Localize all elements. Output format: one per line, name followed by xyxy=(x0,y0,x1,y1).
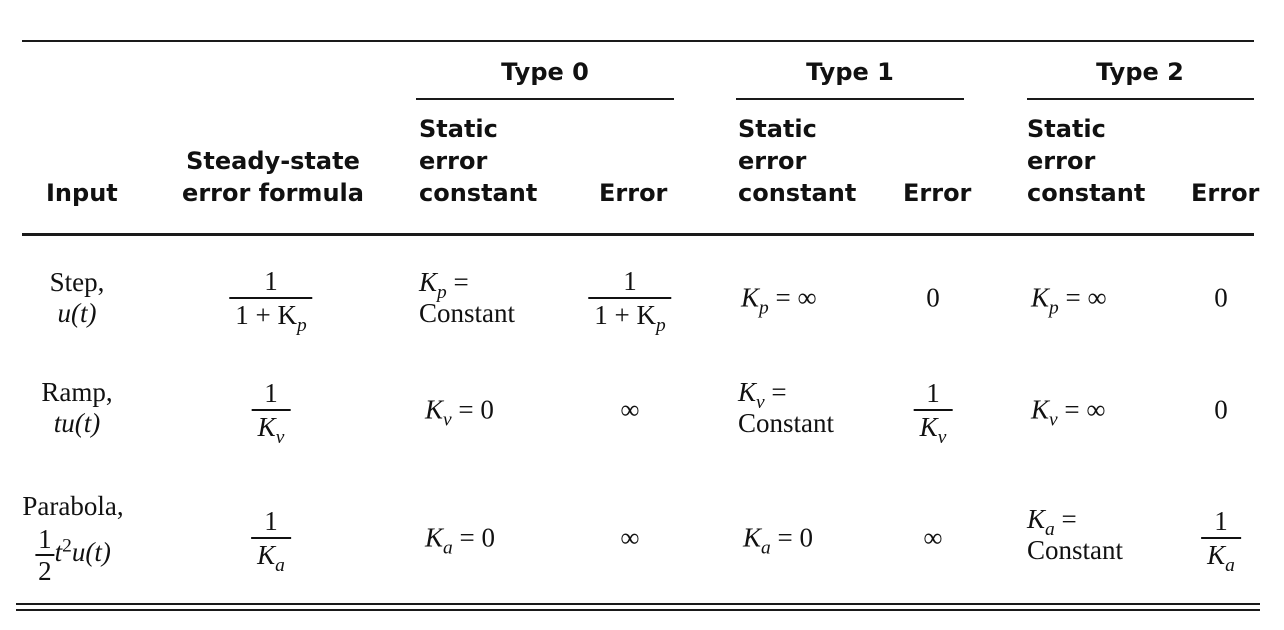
column-header-type0-constant xyxy=(419,113,537,209)
row-parabola-formula xyxy=(251,505,291,576)
fraction-denominator: $K_v$ xyxy=(257,412,285,448)
input-name: Step, xyxy=(49,267,105,297)
constant-header-line-3: constant xyxy=(419,179,538,207)
row-ramp-type0-error: ∞ xyxy=(620,394,640,425)
fraction-denominator: $K_v$ xyxy=(919,412,947,448)
fraction-numerator: 1 xyxy=(264,506,278,536)
constant-header-line-1: Static xyxy=(1027,115,1106,143)
row-parabola-type1-constant: $K_a = 0$ xyxy=(743,522,813,559)
row-step-type2-error: 0 xyxy=(1214,282,1228,313)
column-header-type1-constant xyxy=(738,113,856,209)
fraction-numerator: 1 xyxy=(264,378,278,408)
input-function: $\frac{1}{2}$ $t^2u(t)$ xyxy=(22,524,123,586)
formula-fraction xyxy=(251,505,291,576)
row-parabola-input xyxy=(22,490,123,586)
input-name: Parabola, xyxy=(22,491,124,521)
row-step-type0-error xyxy=(588,265,671,336)
fraction-denominator: $K_a$ xyxy=(257,540,285,576)
fraction-numerator: 1 xyxy=(926,378,940,408)
column-header-input: Input xyxy=(46,179,118,207)
constant-symbol-line: $K_v$ = xyxy=(738,377,787,413)
column-header-type2-error: Error xyxy=(1191,179,1260,207)
table-bottom-rule-1 xyxy=(16,603,1260,605)
table-top-rule xyxy=(22,40,1254,42)
constant-header-line-3: constant xyxy=(1027,179,1146,207)
column-header-formula xyxy=(182,145,364,209)
constant-header-line-3: constant xyxy=(738,179,857,207)
row-parabola-type2-error xyxy=(1201,505,1241,576)
constant-symbol-line: $K_p$ = xyxy=(419,267,469,303)
row-step-type1-constant: $K_p$ = ∞ xyxy=(741,282,817,319)
constant-header-line-2: error xyxy=(738,147,807,175)
column-header-type0-error: Error xyxy=(599,179,668,207)
formula-fraction xyxy=(229,265,312,336)
formula-header-line-1: Steady-state xyxy=(186,147,360,175)
constant-header-line-1: Static xyxy=(419,115,498,143)
type1-underline xyxy=(736,98,964,100)
header-bottom-rule xyxy=(22,233,1254,236)
fraction-numerator: 1 xyxy=(623,266,637,296)
row-ramp-type2-error: 0 xyxy=(1214,394,1228,425)
row-ramp-input xyxy=(41,377,112,439)
constant-header-line-2: error xyxy=(1027,147,1096,175)
input-name: Ramp, xyxy=(41,377,113,407)
fraction-numerator: 1 xyxy=(1214,506,1228,536)
constant-value: Constant xyxy=(419,298,516,328)
row-step-type1-error: 0 xyxy=(926,282,940,313)
fraction-numerator: 1 xyxy=(38,524,52,554)
row-parabola-type2-constant xyxy=(1027,504,1123,566)
row-step-type2-constant: $K_p$ = ∞ xyxy=(1031,282,1107,319)
fraction-denominator: 2 xyxy=(38,556,52,586)
table-bottom-rule-2 xyxy=(16,609,1260,611)
constant-value: Constant xyxy=(738,408,835,438)
group-header-type1: Type 1 xyxy=(806,58,894,86)
half-fraction xyxy=(35,524,55,586)
constant-value: Constant xyxy=(1027,535,1124,565)
fraction-denominator: $1 + K_p$ xyxy=(594,300,666,336)
constant-header-line-1: Static xyxy=(738,115,817,143)
fraction-denominator: $K_a$ xyxy=(1207,540,1235,576)
column-header-type2-constant xyxy=(1027,113,1145,209)
row-ramp-type1-error xyxy=(914,377,953,448)
error-fraction xyxy=(1201,505,1241,576)
column-header-type1-error: Error xyxy=(903,179,972,207)
row-step-formula xyxy=(229,265,312,336)
row-parabola-type1-error: ∞ xyxy=(923,522,943,553)
fraction-numerator: 1 xyxy=(264,266,278,296)
row-parabola-type0-constant: $K_a = 0$ xyxy=(425,522,495,559)
input-function: tu(t) xyxy=(53,408,101,438)
error-fraction xyxy=(914,377,953,448)
row-ramp-type2-constant: $K_v$ = ∞ xyxy=(1031,394,1106,431)
constant-symbol-line: $K_a$ = xyxy=(1027,504,1077,540)
input-function: u(t) xyxy=(57,298,97,328)
group-header-type2: Type 2 xyxy=(1096,58,1184,86)
row-ramp-type1-constant xyxy=(738,377,834,439)
row-ramp-type0-constant: $K_v = 0$ xyxy=(425,394,494,431)
constant-header-line-2: error xyxy=(419,147,488,175)
formula-header-line-2: error formula xyxy=(182,179,364,207)
type0-underline xyxy=(416,98,674,100)
fraction-denominator: $1 + K_p$ xyxy=(235,300,307,336)
row-step-type0-constant xyxy=(419,267,515,329)
row-parabola-type0-error: ∞ xyxy=(620,522,640,553)
error-fraction xyxy=(588,265,671,336)
group-header-type0: Type 0 xyxy=(501,58,589,86)
type2-underline xyxy=(1027,98,1254,100)
row-ramp-formula xyxy=(252,377,291,448)
row-step-input xyxy=(50,267,105,329)
formula-fraction xyxy=(252,377,291,448)
